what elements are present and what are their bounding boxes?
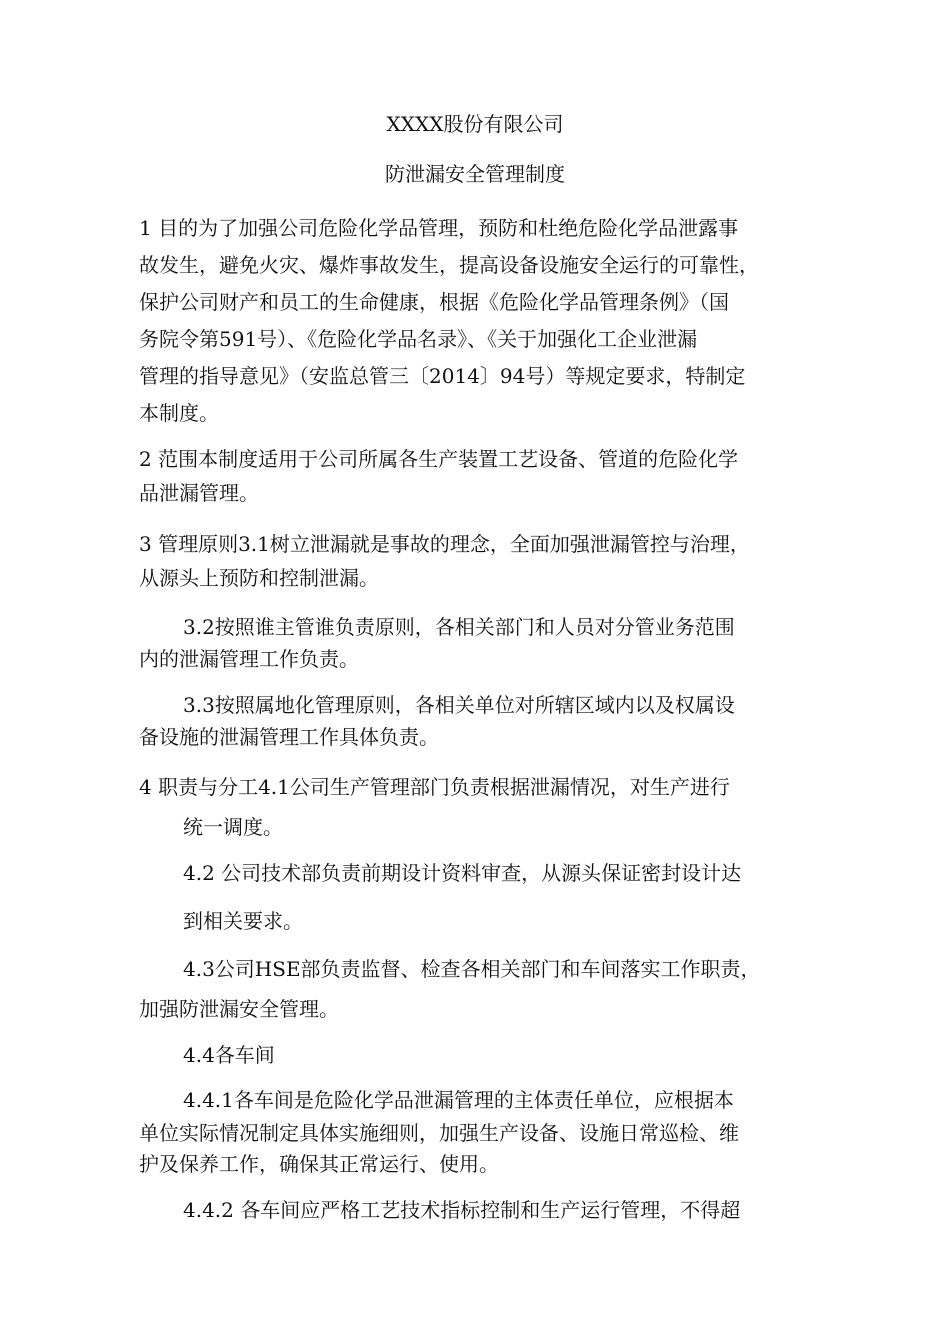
text-line: 4.3公司HSE部负责监督、检查各相关部门和车间落实工作职责，	[183, 957, 761, 981]
text-line: 品泄漏管理。	[139, 481, 259, 505]
text-line: 统一调度。	[183, 815, 283, 839]
text-line: 保护公司财产和员工的生命健康，根据《危险化学品管理条例》（国	[139, 290, 729, 314]
text-line: 加强防泄漏安全管理。	[139, 997, 339, 1021]
text-line: 内的泄漏管理工作负责。	[139, 647, 359, 671]
text-line: 故发生，避免火灾、爆炸事故发生，提高设备设施安全运行的可靠性，	[139, 253, 759, 277]
text-line: 从源头上预防和控制泄漏。	[139, 566, 379, 590]
text-line: 单位实际情况制定具体实施细则，加强生产设备、设施日常巡检、维	[139, 1121, 739, 1145]
text-line: 3.3按照属地化管理原则，各相关单位对所辖区域内以及权属设	[183, 693, 735, 717]
text-line: 4.2 公司技术部负责前期设计资料审查，从源头保证密封设计达	[183, 861, 742, 885]
text-line: 管理的指导意见》（安监总管三〔2014〕94号）等规定要求，特制定	[139, 364, 746, 388]
text-line: 4.4.1各车间是危险化学品泄漏管理的主体责任单位，应根据本	[183, 1088, 734, 1112]
text-line: 4.4各车间	[183, 1043, 275, 1067]
text-line: 4.4.2 各车间应严格工艺技术指标控制和生产运行管理，不得超	[183, 1198, 741, 1222]
text-line: 到相关要求。	[183, 909, 303, 933]
text-line: 1 目的为了加强公司危险化学品管理，预防和杜绝危险化学品泄露事	[139, 216, 739, 240]
document-title: 防泄漏安全管理制度	[385, 162, 565, 186]
text-line: 备设施的泄漏管理工作具体负责。	[139, 725, 439, 749]
text-line: 2 范围本制度适用于公司所属各生产装置工艺设备、管道的危险化学	[139, 447, 739, 471]
text-line: 3.2按照谁主管谁负责原则，各相关部门和人员对分管业务范围	[183, 615, 735, 639]
text-line: 务院令第591号）、《危险化学品名录》、《关于加强化工企业泄漏	[139, 327, 698, 351]
text-line: 护及保养工作，确保其正常运行、使用。	[139, 1152, 499, 1176]
text-line: 4 职责与分工4.1公司生产管理部门负责根据泄漏情况，对生产进行	[139, 775, 730, 799]
text-line: 3 管理原则3.1树立泄漏就是事故的理念，全面加强泄漏管控与治理，	[139, 532, 750, 556]
company-name: XXXX股份有限公司	[386, 112, 564, 136]
text-line: 本制度。	[139, 401, 219, 425]
